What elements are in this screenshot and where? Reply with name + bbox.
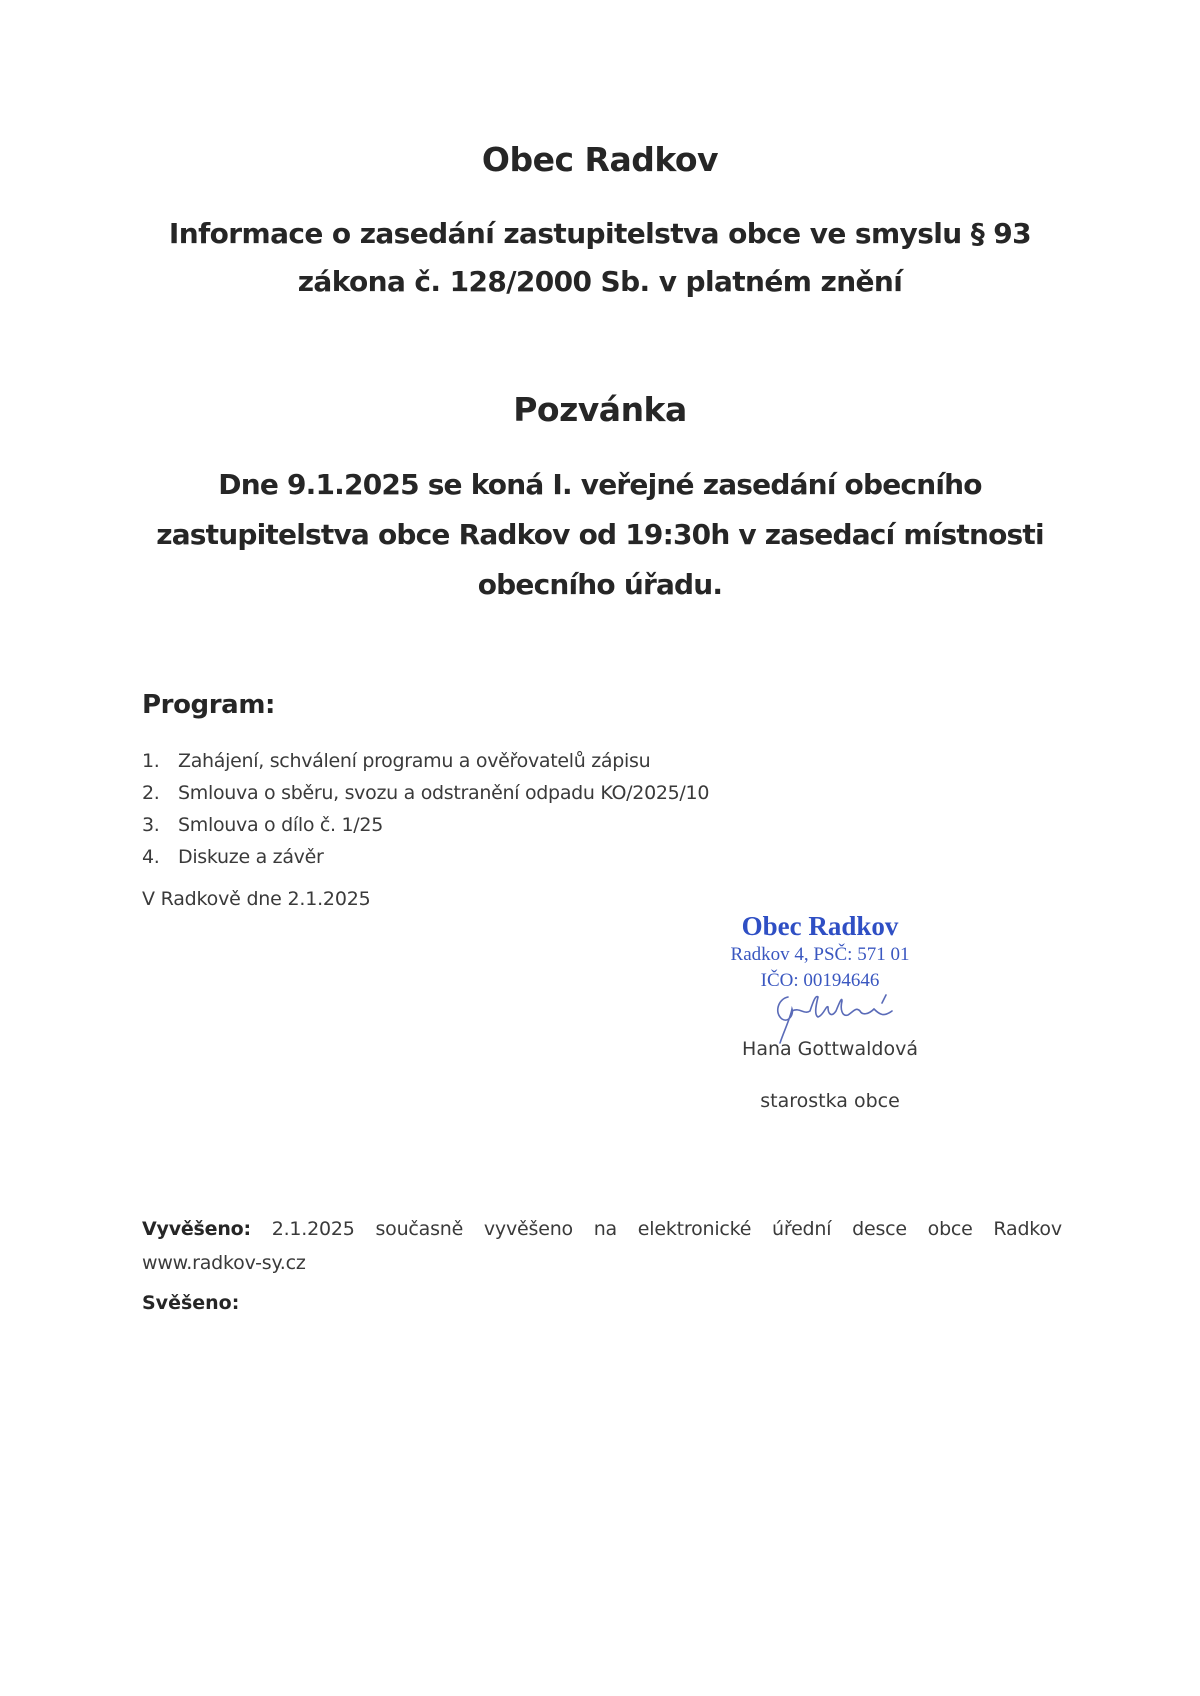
program-item-text: Zahájení, schválení programu a ověřovatelů zápisu: [178, 750, 651, 772]
program-item: [142, 809, 709, 841]
place-and-date: V Radkově dne 2.1.2025: [142, 888, 371, 910]
program-item: [142, 841, 709, 873]
handwritten-signature-icon: [770, 985, 900, 1045]
program-label: Program:: [142, 690, 276, 720]
legal-info-line-2: zákona č. 128/2000 Sb. v platném znění: [297, 265, 903, 298]
program-item: [142, 777, 709, 809]
stamp-ico: IČO: 00194646: [760, 970, 880, 991]
legal-info-heading: [0, 210, 1200, 306]
posted-word: Radkov: [993, 1218, 1062, 1240]
program-item-number: 1.: [142, 750, 160, 772]
program-item-number: 3.: [142, 814, 160, 836]
removed-label: Svěšeno:: [142, 1292, 240, 1314]
posted-word: na: [593, 1218, 618, 1240]
program-item-text: Smlouva o dílo č. 1/25: [178, 814, 383, 836]
meeting-announcement: [0, 460, 1200, 610]
website-link[interactable]: www.radkov-sy.cz: [142, 1252, 306, 1274]
meeting-line-1: Dne 9.1.2025 se koná I. veřejné zasedání obecního: [218, 468, 982, 501]
posted-word: desce: [852, 1218, 907, 1240]
signer-role: starostka obce: [760, 1090, 900, 1112]
posted-word: úřední: [772, 1218, 832, 1240]
invitation-title: Pozvánka: [513, 390, 687, 429]
meeting-line-3: obecního úřadu.: [477, 568, 723, 601]
meeting-line-2: zastupitelstva obce Radkov od 19:30h v zasedací místnosti: [156, 518, 1044, 551]
program-item-text: Smlouva o sběru, svozu a odstranění odpadu KO/2025/10: [178, 782, 710, 804]
program-item-number: 4.: [142, 846, 160, 868]
posted-word: vyvěšeno: [483, 1218, 573, 1240]
program-item: [142, 745, 709, 777]
signer-name: Hana Gottwaldová: [742, 1038, 918, 1060]
posted-word: elektronické: [637, 1218, 752, 1240]
posted-line: [142, 1212, 1062, 1246]
posted-notice: [142, 1212, 1062, 1280]
posted-word: obce: [927, 1218, 973, 1240]
official-stamp: [690, 910, 950, 994]
posted-label: Vyvěšeno:: [142, 1218, 251, 1240]
legal-info-line-1: Informace o zasedání zastupitelstva obce ve smyslu § 93: [168, 217, 1032, 250]
posted-word: současně: [375, 1218, 464, 1240]
program-list: [142, 745, 709, 873]
stamp-address: Radkov 4, PSČ: 571 01: [730, 944, 910, 965]
program-item-number: 2.: [142, 782, 160, 804]
posted-word: 2.1.2025: [271, 1218, 355, 1240]
stamp-name: Obec Radkov: [741, 911, 899, 941]
program-item-text: Diskuze a závěr: [178, 846, 324, 868]
municipality-title: Obec Radkov: [481, 140, 719, 179]
